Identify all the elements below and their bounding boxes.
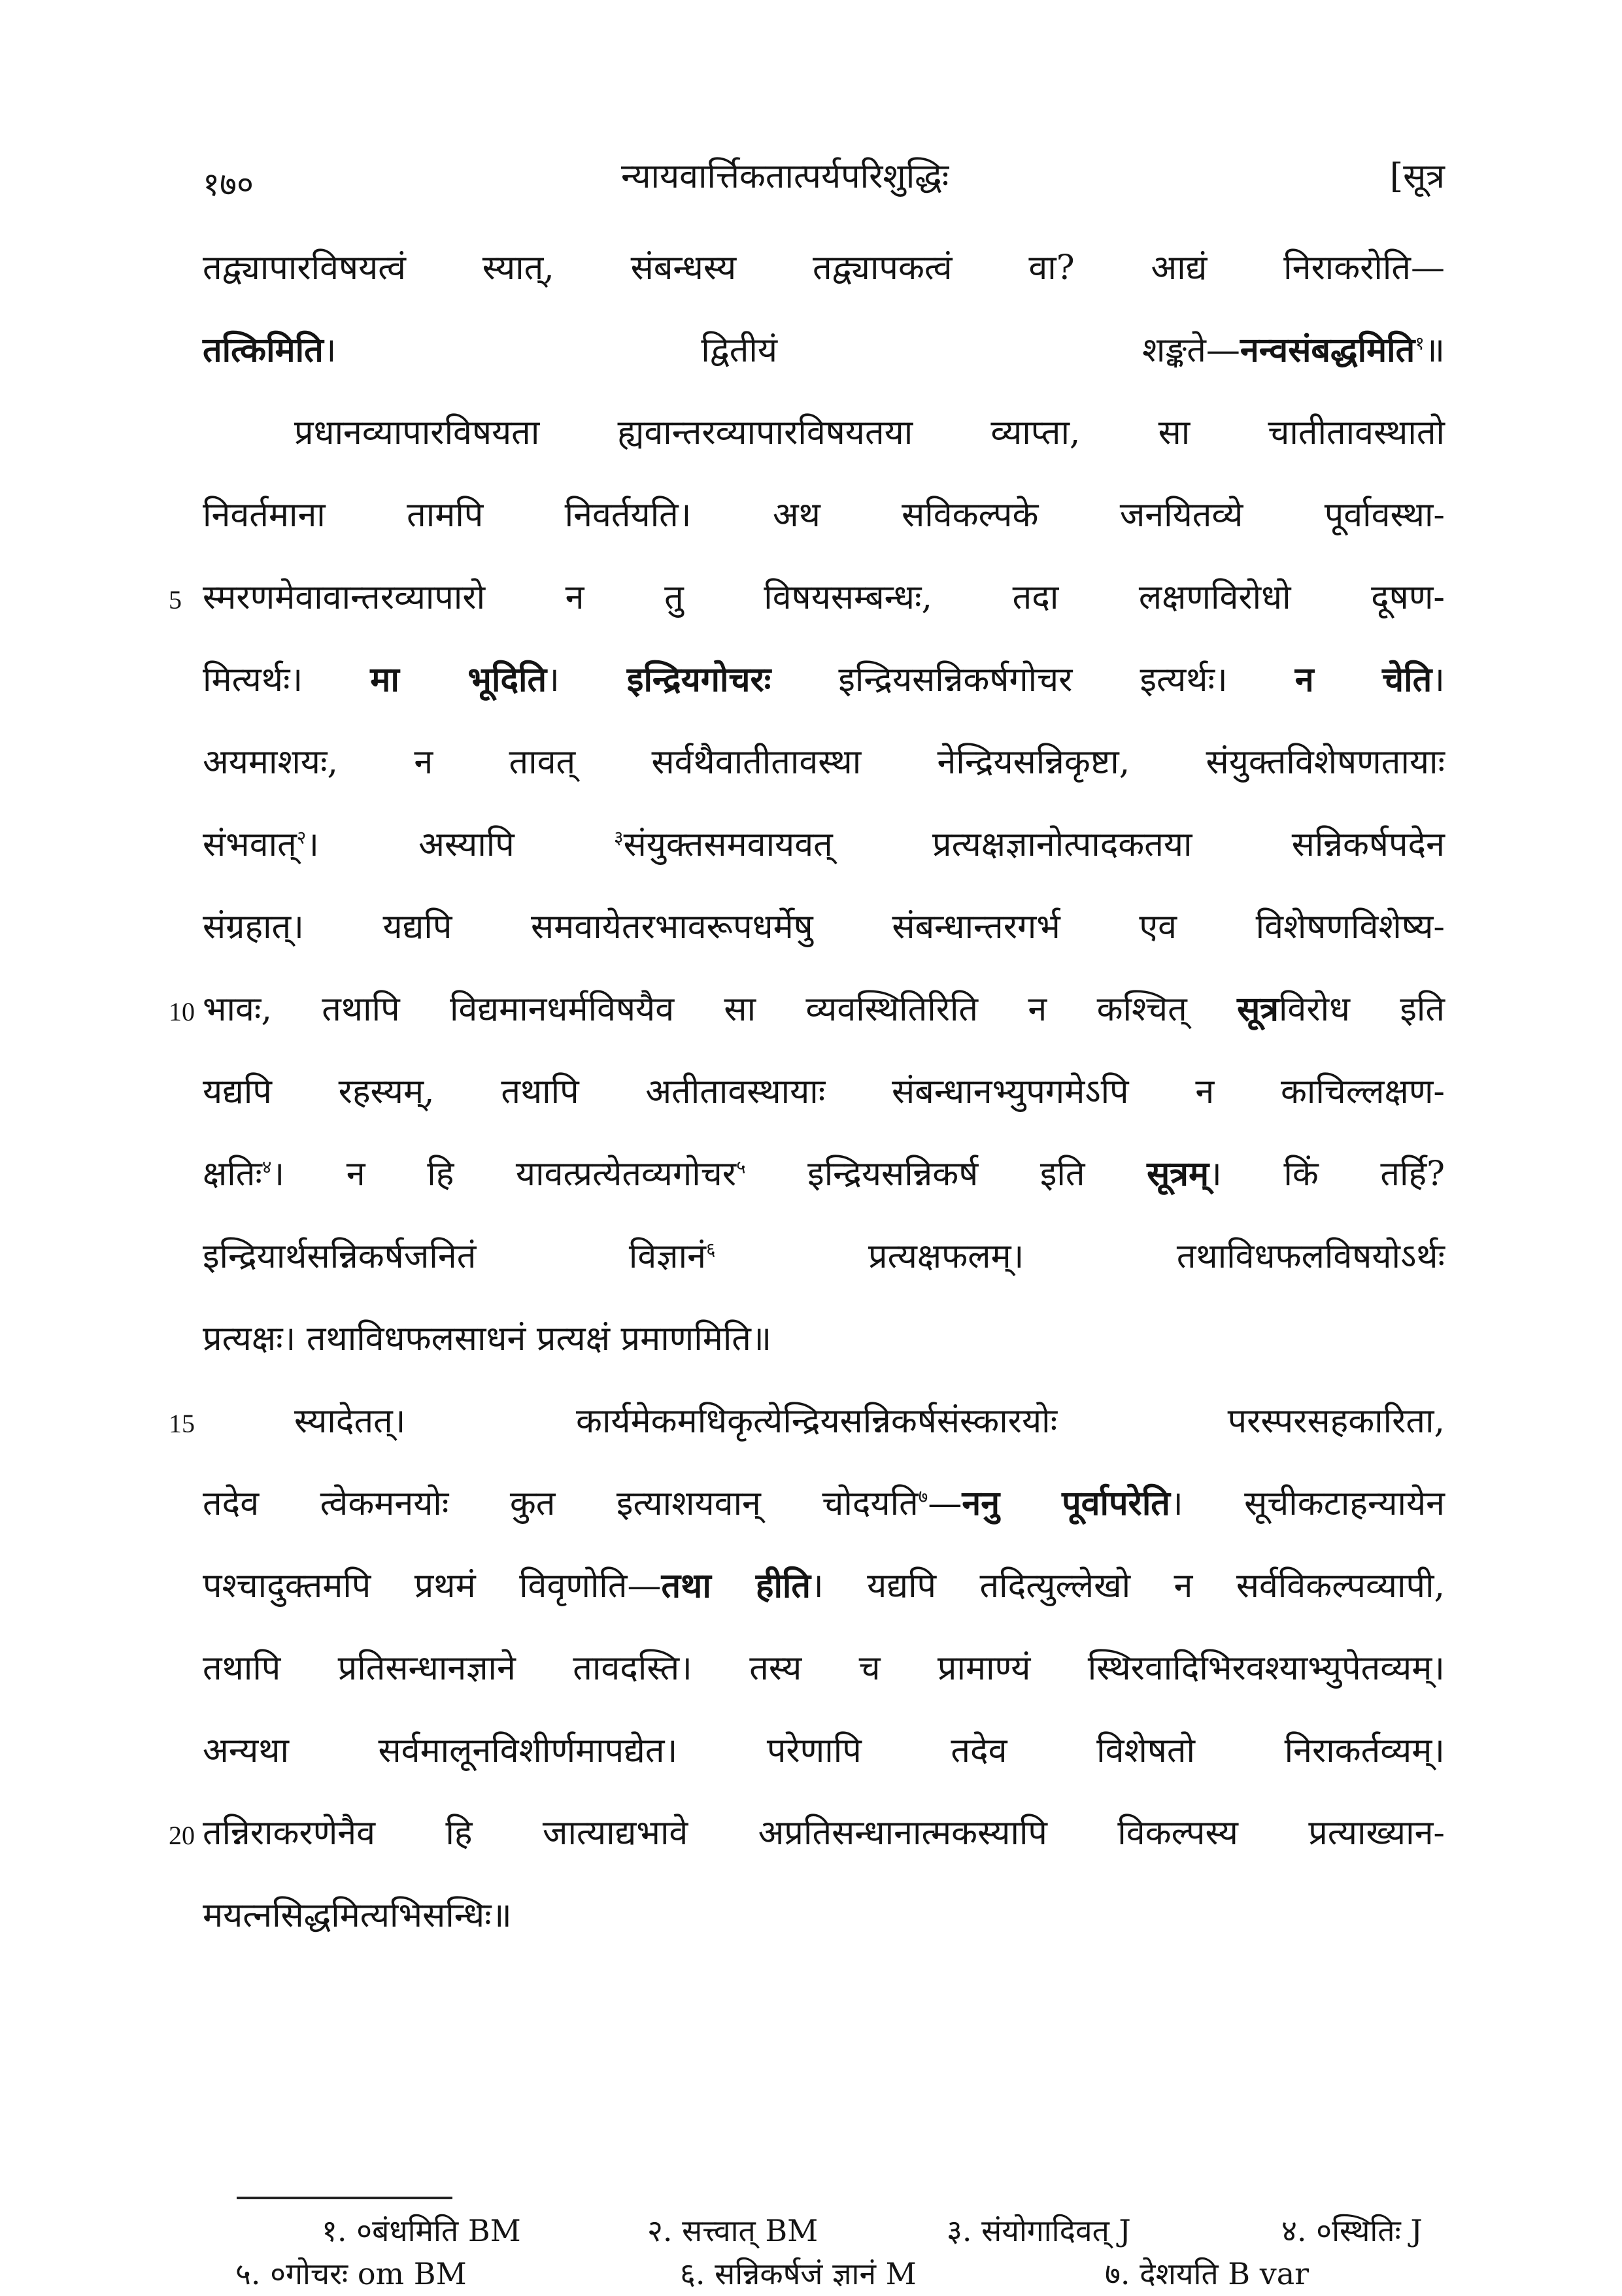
text-segment: प्रधानव्यापारविषयता ह्यवान्तरव्यापारविषयतया व्याप्ता, सा चातीतावस्थातो [294,413,1445,452]
text-line [203,977,1445,1042]
running-title: न्यायवार्त्तिकतात्पर्यपरिशुद्धिः [621,157,949,196]
bold-lemma: तत्किमिति [203,330,324,370]
text-segment: मयत्नसिद्धमित्यभिसन्धिः॥ [203,1896,512,1935]
footnote-marker: ५ [736,1156,746,1178]
text-line [203,482,1445,548]
section-label: [सूत्र [1389,157,1445,196]
footnote-marker: ४ [262,1156,272,1178]
text-segment: तन्निराकरणेनैव हि जात्याद्यभावे अप्रतिसन्धानात्मकस्यापि विकल्पस्य प्रत्याख्यान- [203,1814,1445,1853]
text-line [203,1553,1445,1619]
text-line [203,730,1445,795]
text-line [203,1718,1445,1783]
text-segment: तदेव त्वेकमनयोः कुत इत्याशयवान् चोदयति [203,1484,919,1523]
text-line [203,565,1445,630]
text-segment: — [928,1484,962,1523]
text-line [203,235,1445,301]
text-segment: । [547,660,627,700]
text-segment: विरोध इति [1278,990,1445,1029]
text-segment: । [1432,660,1445,700]
text-segment: क्षतिः [203,1155,262,1194]
text-line [203,1800,1445,1866]
footnote-7: ७. देशयति B var [1105,2256,1309,2291]
text-segment: । द्वितीयं शङ्कते— [323,331,1240,370]
text-segment: । न हि यावत्प्रत्येतव्यगोचर [271,1155,736,1194]
text-segment: तथापि प्रतिसन्धानज्ञाने तावदस्ति। तस्य च प्रामाण्यं स्थिरवादिभिरवश्याभ्युपेतव्यम्। [203,1649,1445,1688]
footnote-2: २. सत्त्वात् BM [647,2213,819,2248]
footnote-marker: १ [1415,332,1425,354]
text-segment: ॥ [1424,331,1445,370]
footnote-6: ६. सन्निकर्षजं ज्ञानं M [680,2256,917,2291]
text-segment: स्मरणमेवावान्तरव्यापारो न तु विषयसम्बन्धः, तदा लक्षणविरोधो दूषण- [203,578,1445,617]
footnote-marker: ३ [614,826,624,849]
text-segment: । यद्यपि तदित्युल्लेखो न सर्वविकल्पव्यापी, [811,1566,1445,1606]
footnote-divider [237,2197,452,2199]
text-line [203,400,1445,465]
bold-lemma: तथा हीति [661,1566,811,1606]
bold-lemma: सूत्रम् [1147,1154,1209,1194]
text-line [203,1059,1445,1124]
footnote-marker: ७ [918,1485,928,1508]
text-segment: इन्द्रियार्थसन्निकर्षजनितं विज्ञानं [203,1237,706,1276]
text-line [203,894,1445,960]
footnote-marker: ६ [705,1238,716,1260]
text-line [203,812,1445,877]
text-line [203,1224,1445,1289]
text-line [203,1141,1445,1207]
text-segment: अन्यथा सर्वमालूनविशीर्णमापद्येत। परेणापि तदेव विशेषतो निराकर्तव्यम्। [203,1731,1445,1770]
text-segment: प्रत्यक्षफलम्। तथाविधफलविषयोऽर्थः [715,1237,1445,1276]
text-segment: । किं तर्हि? [1209,1155,1445,1194]
footnote-4: ४. ०स्थितिः J [1281,2213,1423,2248]
text-segment: अयमाशयः, न तावत् सर्वथैवातीतावस्था नेन्द्रियसन्निकृष्टा, संयुक्तविशेषणतायाः [203,743,1445,782]
text-segment: तद्व्यापारविषयत्वं स्यात्, संबन्धस्य तद्व्यापकत्वं वा? आद्यं निराकरोति— [203,248,1445,288]
text-segment: संयुक्तसमवायवत् प्रत्यक्षज्ञानोत्पादकतया सन्निकर्षपदेन [623,825,1445,864]
line-number: 10 [169,997,195,1026]
line-number: 15 [169,1409,195,1438]
line-number: 5 [169,585,182,615]
text-line [203,1471,1445,1536]
footnote-3: ३. संयोगादिवत् J [947,2213,1131,2248]
footnote-1: १. ०बंधमिति BM [322,2213,521,2248]
text-line [203,318,1445,383]
text-segment: । सूचीकटाहन्यायेन [1170,1484,1445,1523]
text-segment: संग्रहात्। यद्यपि समवायेतरभावरूपधर्मेषु संबन्धान्तरगर्भ एव विशेषणविशेष्य- [203,907,1445,947]
text-segment: यद्यपि रहस्यम्, तथापि अतीतावस्थायाः संबन्धानभ्युपगमेऽपि न काचिल्लक्षण- [203,1072,1445,1111]
text-line [203,1883,1445,1948]
text-line [203,1389,1445,1454]
bold-lemma: मा भूदिति [370,660,547,700]
line-number: 20 [169,1821,195,1850]
text-line [203,647,1445,713]
footnote-5: ५. ०गोचरः om BM [235,2256,467,2291]
text-segment: भावः, तथापि विद्यमानधर्मविषयैव सा व्यवस्थितिरिति न कश्चित् [203,990,1238,1029]
text-segment: मित्यर्थः। [203,660,371,700]
text-segment: संभवात् [203,825,297,864]
bold-lemma: इन्द्रियगोचरः [626,660,771,700]
text-segment: निवर्तमाना तामपि निवर्तयति। अथ सविकल्पके जनयितव्ये पूर्वावस्था- [203,496,1445,535]
text-line [203,1636,1445,1701]
bold-lemma: नन्वसंबद्धमिति [1240,330,1415,370]
running-header [203,152,1445,204]
text-segment: । अस्यापि [306,825,615,864]
bold-lemma: सूत्र [1237,989,1279,1029]
text-segment: प्रत्यक्षः। तथाविधफलसाधनं प्रत्यक्षं प्रमाणमिति॥ [203,1319,772,1359]
text-segment: इन्द्रियसन्निकर्षगोचर इत्यर्थः। [771,660,1295,700]
bold-lemma: न चेति [1294,660,1432,700]
text-segment: स्यादेतत्। कार्यमेकमधिकृत्येन्द्रियसन्निकर्षसंस्कारयोः परस्परसहकारिता, [294,1402,1445,1441]
text-segment: पश्चादुक्तमपि प्रथमं विवृणोति— [203,1566,662,1606]
bold-lemma: ननु पूर्वापरेति [962,1483,1170,1523]
page-number: १७० [203,165,254,203]
text-line [203,1306,1445,1372]
text-segment: इन्द्रियसन्निकर्ष इति [745,1155,1147,1194]
footnote-marker: २ [296,826,307,849]
